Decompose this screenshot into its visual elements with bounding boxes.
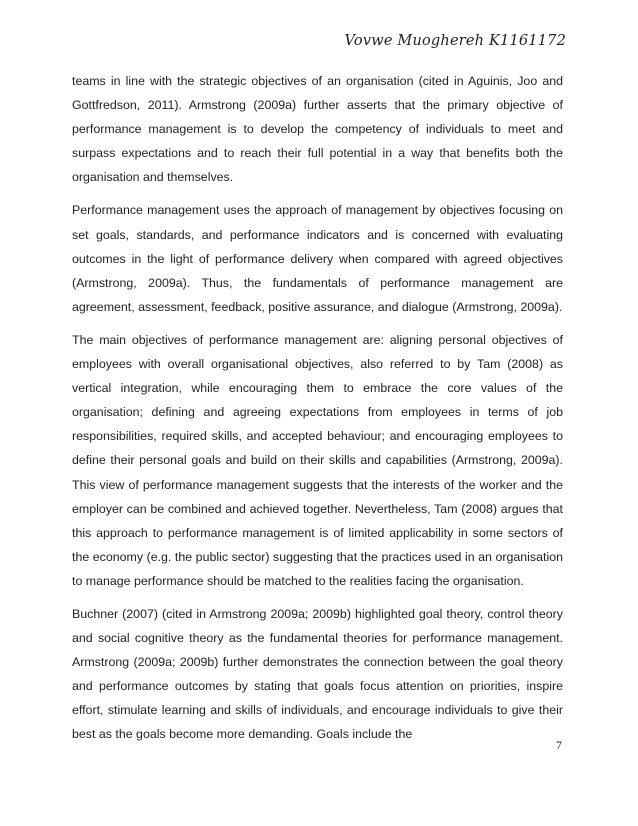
body-text bbox=[72, 69, 563, 756]
running-header: Vovwe Muoghereh K1161172 bbox=[344, 33, 566, 49]
paragraph-4: Buchner (2007) (cited in Armstrong 2009a; 2009b) highlighted goal theory, control theory and social cognitive theory as the fundamental theories for performance management. Armstrong (2009a; 2009b) further demonstrates the connection between the goal theory and performance outcomes by stating that goals focus attention on priorities, inspire effort, stimulate learning and skills of individuals, and encourage individuals to give their best as the goals become more demanding. Goals include the bbox=[72, 606, 563, 742]
paragraph-2: Performance management uses the approach of management by objectives focusing on set goals, standards, and performance indicators and is concerned with evaluating outcomes in the light of performance delivery when compared with agreed objectives (Armstrong, 2009a). Thus, the fundamentals of performance management are agreement, assessment, feedback, positive assurance, and dialogue (Armstrong, 2009a). bbox=[72, 203, 563, 314]
paragraph-1: teams in line with the strategic objectives of an organisation (cited in Aguinis, Joo and Gottfredson, 2011). Armstrong (2009a) further asserts that the primary objective of performance management is to develop the competency of individuals to meet and surpass expectations and to reach their full potential in a way that benefits both the organisation and themselves. bbox=[72, 74, 563, 185]
paragraph-3: The main objectives of performance management are: aligning personal objectives of employees with overall organisational objectives, also referred to by Tam (2008) as vertical integration, while encouraging them to embrace the core values of the organisation; defining and agreeing expectations from employees in terms of job responsibilities, required skills, and accepted behaviour; and encouraging employees to define their personal goals and build on their skills and capabilities (Armstrong, 2009a). This view of performance management suggests that the interests of the worker and the employer can be combined and achieved together. Nevertheless, Tam (2008) argues that this approach to performance management is of limited applicability in some sectors of the economy (e.g. the public sector) suggesting that the practices used in an organisation to manage performance should be matched to the realities facing the organisation. bbox=[72, 332, 563, 588]
page-number: 7 bbox=[556, 738, 562, 752]
